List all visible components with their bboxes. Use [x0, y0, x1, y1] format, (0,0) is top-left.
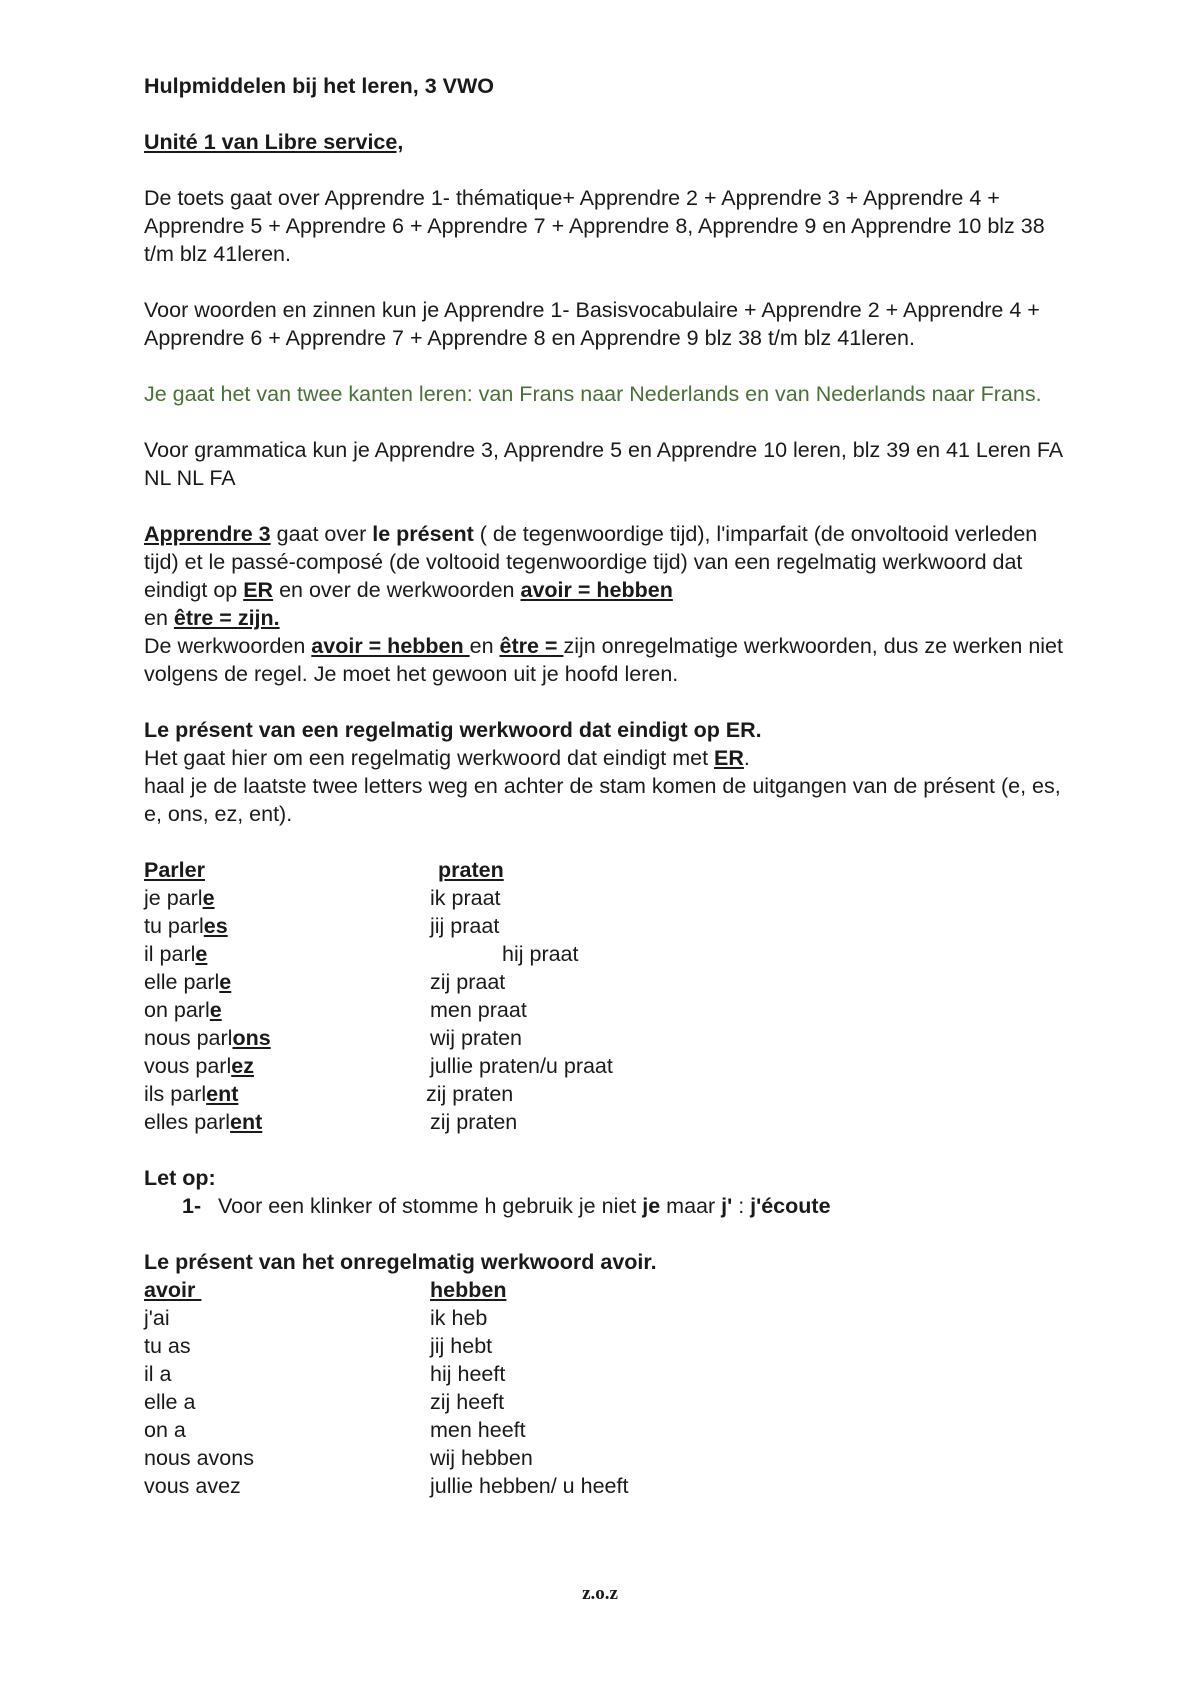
- conj-french: [144, 1108, 262, 1136]
- note-text-2: maar: [660, 1194, 722, 1218]
- conj-dutch: jullie hebben/ u heeft: [430, 1474, 629, 1498]
- conj-french: [144, 912, 228, 940]
- page-footer: z.o.z: [582, 1583, 618, 1604]
- table-row: [144, 940, 1064, 968]
- hebben-header: hebben: [430, 1278, 507, 1302]
- conj-stem: on parl: [144, 998, 210, 1022]
- conj-french: [144, 884, 215, 912]
- conj-french: j'ai: [144, 1306, 170, 1330]
- avoir-header: avoir: [144, 1278, 202, 1302]
- onregelmatig-text-1: De werkwoorden: [144, 634, 312, 658]
- grammatica-paragraph: Voor grammatica kun je Apprendre 3, Apprendre 5 en Apprendre 10 leren, blz 39 en 41 Leren FA NL NL FA: [144, 438, 1062, 490]
- apprendre3-text-1: gaat over: [270, 522, 373, 546]
- conj-french: tu as: [144, 1334, 191, 1358]
- conj-french: [144, 996, 222, 1024]
- document-heading: Hulpmiddelen bij het leren, 3 VWO: [144, 74, 495, 98]
- table-row: [144, 968, 1064, 996]
- apprendre3-text-3: en over de werkwoorden: [273, 578, 521, 602]
- onregelmatig-text-2: en: [469, 634, 500, 658]
- note-text-3: :: [732, 1194, 751, 1218]
- conj-stem: je parl: [144, 886, 203, 910]
- conj-french: [144, 1080, 238, 1108]
- avoir-header-row: [144, 1276, 1064, 1304]
- conj-dutch: hij heeft: [430, 1362, 506, 1386]
- apprendre3-paragraph: [144, 520, 1064, 632]
- apprendre3-text-2: ( de tegenwoordige tijd), l'imparfait (de onvoltooid verleden tijd) et le passé-composé (de voltooid tegenwoordige tijd) van een regelmatig werkwoord dat eindigt op: [144, 522, 1038, 602]
- conj-dutch: wij hebben: [430, 1446, 533, 1470]
- present-regular-line1-text: Het gaat hier om een regelmatig werkwoord dat eindigt met: [144, 746, 715, 770]
- conj-stem: ils parl: [144, 1082, 207, 1106]
- note-je: je: [642, 1194, 661, 1218]
- er-term: ER: [243, 578, 274, 602]
- present-regular-line1-end: .: [743, 746, 750, 770]
- woorden-paragraph: Voor woorden en zinnen kun je Apprendre 1- Basisvocabulaire + Apprendre 2 + Apprendre 4 + Apprendre 6 + Apprendre 7 + Apprendre 8 en Apprendre 9 blz 38 t/m blz 41leren.: [144, 298, 1040, 350]
- table-row: [144, 1444, 1064, 1472]
- document-page: [144, 72, 1064, 1500]
- avoir-term: avoir = hebben: [520, 578, 673, 602]
- present-term: le présent: [372, 522, 474, 546]
- conj-french: elle a: [144, 1390, 196, 1414]
- apprendre3-text-4: en: [144, 606, 174, 630]
- let-op-title: Let op:: [144, 1166, 216, 1190]
- conj-french: [144, 968, 231, 996]
- conj-stem: il parl: [144, 942, 196, 966]
- table-row: [144, 1024, 1064, 1052]
- table-row: [144, 1332, 1064, 1360]
- conj-ending: es: [203, 914, 228, 938]
- conj-dutch: men heeft: [430, 1418, 526, 1442]
- conj-dutch: zij praten: [426, 1082, 514, 1106]
- table-row: [144, 1360, 1064, 1388]
- avoir-conjugation-table: [144, 1276, 1064, 1500]
- table-row: [144, 1304, 1064, 1332]
- table-row: [144, 1388, 1064, 1416]
- conj-french: nous avons: [144, 1446, 254, 1470]
- onregelmatig-text-3: zijn onregelmatige werkwoorden, dus ze werken niet volgens de regel. Je moet het gewoon uit je hoofd leren.: [144, 634, 1063, 686]
- praten-header: praten: [438, 858, 504, 882]
- parler-header-row: [144, 856, 1064, 884]
- conj-ending: e: [209, 998, 222, 1022]
- conj-dutch: men praat: [430, 998, 527, 1022]
- conj-stem: elle parl: [144, 970, 220, 994]
- conj-dutch: ik heb: [430, 1306, 488, 1330]
- parler-header: Parler: [144, 858, 205, 882]
- note-text-1: Voor een klinker of stomme h gebruik je niet: [218, 1194, 643, 1218]
- conj-dutch: wij praten: [430, 1026, 523, 1050]
- conj-ending: e: [219, 970, 232, 994]
- note-number: 1-: [182, 1194, 202, 1218]
- conj-ending: ez: [231, 1054, 254, 1078]
- conj-dutch: jullie praten/u praat: [430, 1054, 613, 1078]
- onregelmatig-paragraph: [144, 632, 1064, 688]
- table-row: [144, 1416, 1064, 1444]
- note-example: j'écoute: [750, 1194, 831, 1218]
- conj-ending: ent: [206, 1082, 239, 1106]
- note-j: j': [721, 1194, 733, 1218]
- conj-french: il a: [144, 1362, 172, 1386]
- conj-stem: elles parl: [144, 1110, 231, 1134]
- present-regular-line1: [144, 744, 1064, 772]
- conj-dutch: zij heeft: [430, 1390, 505, 1414]
- table-row: [144, 1080, 1064, 1108]
- unit-title: Unité 1 van Libre service,: [144, 130, 404, 154]
- let-op-note: [144, 1192, 1064, 1220]
- conj-french: on a: [144, 1418, 186, 1442]
- table-row: [144, 912, 1064, 940]
- conj-french: [144, 1052, 254, 1080]
- conj-dutch: ik praat: [430, 886, 501, 910]
- conj-ending: ent: [230, 1110, 263, 1134]
- conj-french: [144, 1024, 271, 1052]
- table-row: [144, 1052, 1064, 1080]
- toets-paragraph: De toets gaat over Apprendre 1- thématique+ Apprendre 2 + Apprendre 3 + Apprendre 4 + Apprendre 5 + Apprendre 6 + Apprendre 7 + Apprendre 8, Apprendre 9 en Apprendre 10 blz 38 t/m blz 41leren.: [144, 186, 1045, 266]
- conj-dutch: hij praat: [502, 942, 579, 966]
- present-regular-title: Le présent van een regelmatig werkwoord dat eindigt op ER.: [144, 718, 762, 742]
- conj-stem: nous parl: [144, 1026, 233, 1050]
- apprendre3-label: Apprendre 3: [144, 522, 271, 546]
- conj-stem: vous parl: [144, 1054, 232, 1078]
- avoir-term-2: avoir = hebben: [311, 634, 470, 658]
- present-regular-line2: haal je de laatste twee letters weg en achter de stam komen de uitgangen van de présent (e, es, e, ons, ez, ent).: [144, 774, 1061, 826]
- conj-dutch: jij praat: [430, 914, 500, 938]
- conj-ending: e: [195, 942, 208, 966]
- conj-ending: ons: [232, 1026, 271, 1050]
- conj-stem: tu parl: [144, 914, 204, 938]
- twee-kanten-paragraph: Je gaat het van twee kanten leren: van Frans naar Nederlands en van Nederlands naar Frans.: [144, 382, 1042, 406]
- table-row: [144, 996, 1064, 1024]
- table-row: [144, 884, 1064, 912]
- etre-term-2: être =: [499, 634, 564, 658]
- conj-dutch: zij praten: [430, 1110, 518, 1134]
- conj-french: [144, 940, 207, 968]
- er-term-2: ER: [714, 746, 744, 770]
- avoir-section-title: Le présent van het onregelmatig werkwoord avoir.: [144, 1250, 657, 1274]
- conj-dutch: zij praat: [430, 970, 506, 994]
- conj-dutch: jij hebt: [430, 1334, 493, 1358]
- conj-ending: e: [202, 886, 215, 910]
- etre-term: être = zijn.: [173, 606, 280, 630]
- table-row: [144, 1108, 1064, 1136]
- table-row: [144, 1472, 1064, 1500]
- parler-conjugation-table: [144, 856, 1064, 1136]
- conj-french: vous avez: [144, 1474, 241, 1498]
